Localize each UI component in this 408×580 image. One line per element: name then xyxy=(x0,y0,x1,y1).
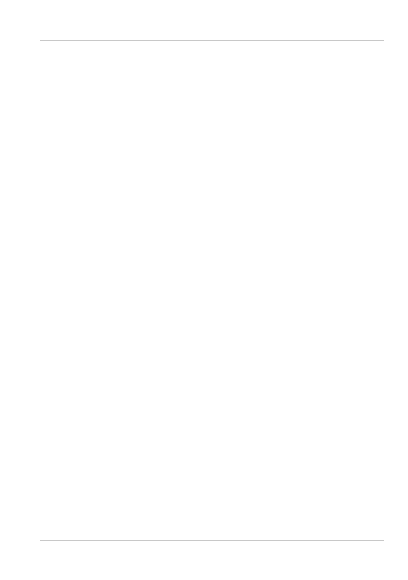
footer-divider xyxy=(40,540,384,541)
footer-contacts xyxy=(0,546,408,557)
header-divider xyxy=(40,40,384,41)
